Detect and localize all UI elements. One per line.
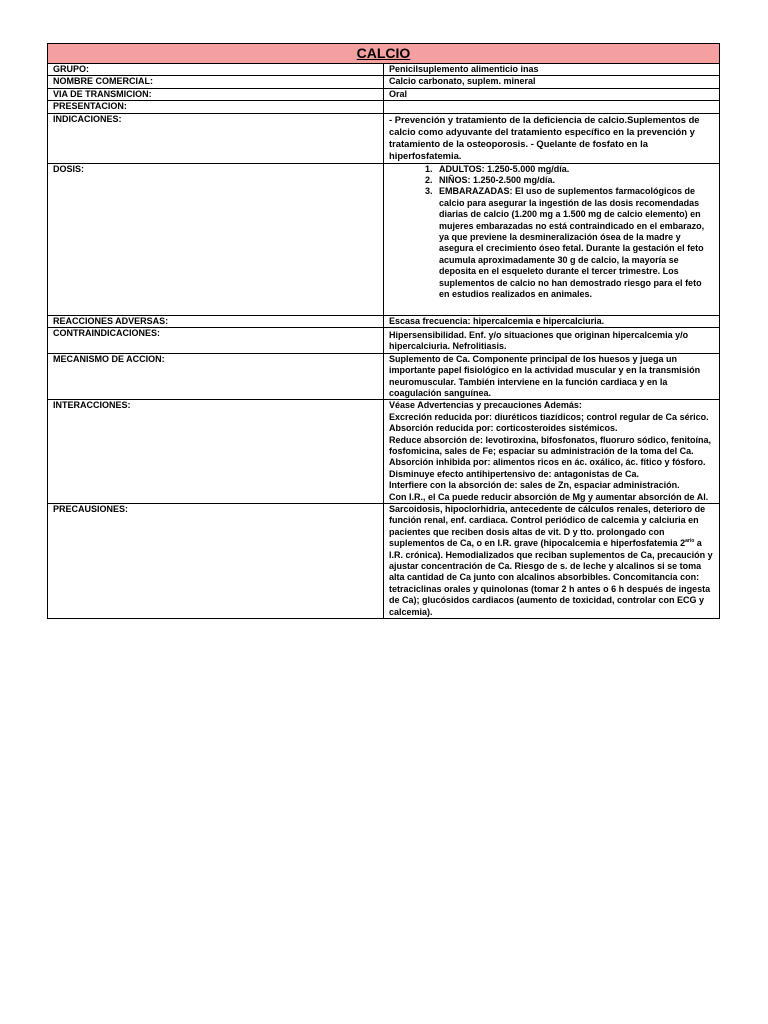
page-title: CALCIO <box>356 45 411 61</box>
row-label: INDICACIONES: <box>48 113 384 163</box>
list-item: 2. NIÑOS: 1.250-2.500 mg/día. <box>435 175 714 186</box>
title-cell <box>48 44 720 64</box>
text-line: Excreción reducida por: diuréticos tiazídicos; control regular de Ca sérico. <box>389 411 709 422</box>
list-item: 1. ADULTOS: 1.250-5.000 mg/día. <box>435 164 714 175</box>
row-via <box>48 88 720 100</box>
row-value: Penicilsuplemento alimenticio inas <box>384 64 720 76</box>
row-label: PRECAUSIONES: <box>48 504 384 619</box>
row-value: Hipersensibilidad. Enf. y/o situaciones que originan hipercalcemia y/o hipercalciuria. Nefrolitiasis. <box>384 327 720 353</box>
list-item: 3. EMBARAZADAS: El uso de suplementos farmacológicos de calcio para asegurar la ingestión de las dosis recomendadas diarias de calcio (1.200 mg a 1.500 mg de calcio elemento) en mujeres embarazadas no está contraindicado en el embarazo, ya que previene la desmineralización ósea de la madre y asegura el crecimiento óseo fetal. Durante la gestación el feto acumula aproximadamente 30 g de calcio, la mayoría se deposita en el esqueleto durante el tercer trimestre. Los suplementos de calcio no han demostrado riesgo para el feto en estudios realizados en animales. <box>435 186 714 300</box>
text-part: a I.R. crónica). Hemodializados que reciban suplementos de Ca, precaución y ajustar concentración de Ca. Riesgo de s. de leche y alcalinos si se toma alta cantidad de Ca junto con alcalinos absorbibles. Concomitancia con: tetraciclinas orales y quinolonas (tomar 2 h antes o 6 h después de ingesta de Ca); glucósidos cardiacos (aumento de toxicidad, controlar con ECG y calcemia). <box>389 538 713 617</box>
superscript: ario <box>685 538 695 545</box>
row-dosis <box>48 163 720 315</box>
row-value: Suplemento de Ca. Componente principal de los huesos y juega un importante papel fisiológico en la actividad muscular y en la transmisión neuromuscular. También interviene en la función cardiaca y en la coagulación sanguínea. <box>384 353 720 400</box>
text-line: Con I.R., el Ca puede reducir absorción de Mg y aumentar absorción de Al. <box>389 491 709 502</box>
text-line: Absorción reducida por: corticosteroides sistémicos. <box>389 423 618 434</box>
row-value: Calcio carbonato, suplem. mineral <box>384 76 720 88</box>
row-contraindicaciones <box>48 327 720 353</box>
text-line: Absorción inhibida por: alimentos ricos en ác. oxálico, ác. fítico y fósforo. Disminuye efecto antihipertensivo de: antagonistas de Ca. <box>389 457 706 479</box>
row-value: - Prevención y tratamiento de la deficiencia de calcio.Suplementos de calcio como adyuvante del tratamiento específico en la prevención y tratamiento de la osteoporosis. - Quelante de fosfato en la hiperfosfatemia. <box>384 113 720 163</box>
title-row <box>48 44 720 64</box>
row-value <box>384 163 720 315</box>
row-value <box>384 504 720 619</box>
text-line: Interfiere con la absorción de: sales de Zn, espaciar administración. <box>389 480 680 491</box>
row-label: GRUPO: <box>48 64 384 76</box>
row-grupo <box>48 64 720 76</box>
drug-sheet <box>47 43 720 619</box>
row-label: REACCIONES ADVERSAS: <box>48 315 384 327</box>
row-value: Oral <box>384 88 720 100</box>
row-label: CONTRAINDICACIONES: <box>48 327 384 353</box>
row-label: PRESENTACION: <box>48 101 384 113</box>
row-value <box>384 101 720 113</box>
row-presentacion <box>48 101 720 113</box>
row-interacciones <box>48 400 720 504</box>
drug-table <box>47 43 720 619</box>
row-label: MECANISMO DE ACCION: <box>48 353 384 400</box>
row-label: VIA DE TRANSMICION: <box>48 88 384 100</box>
row-reacciones <box>48 315 720 327</box>
row-label: DOSIS: <box>48 163 384 315</box>
row-mecanismo <box>48 353 720 400</box>
row-indicaciones <box>48 113 720 163</box>
row-label: NOMBRE COMERCIAL: <box>48 76 384 88</box>
row-value: Escasa frecuencia: hipercalcemia e hipercalciuria. <box>384 315 720 327</box>
row-precausiones <box>48 504 720 619</box>
text-line: Véase Advertencias y precauciones Además: <box>389 400 582 411</box>
row-value <box>384 400 720 504</box>
text-line: Reduce absorción de: levotiroxina, bifosfonatos, fluoruro sódico, fenitoína, fosfomicina, sales de Fe; espaciar su administración de la toma del Ca. <box>389 434 712 456</box>
row-nombre-comercial <box>48 76 720 88</box>
dosis-list <box>389 164 714 301</box>
row-label: INTERACCIONES: <box>48 400 384 504</box>
text-part: Sarcoidosis, hipoclorhidria, antecedente de cálculos renales, deterioro de función renal, enf. cardiaca. Control periódico de calcemia y calciuria en pacientes que reciben dosis altas de vit. D y tto. prolongado con suplementos de Ca, o en I.R. grave (hipocalcemia e hiperfosfatemia 2 <box>389 504 706 549</box>
